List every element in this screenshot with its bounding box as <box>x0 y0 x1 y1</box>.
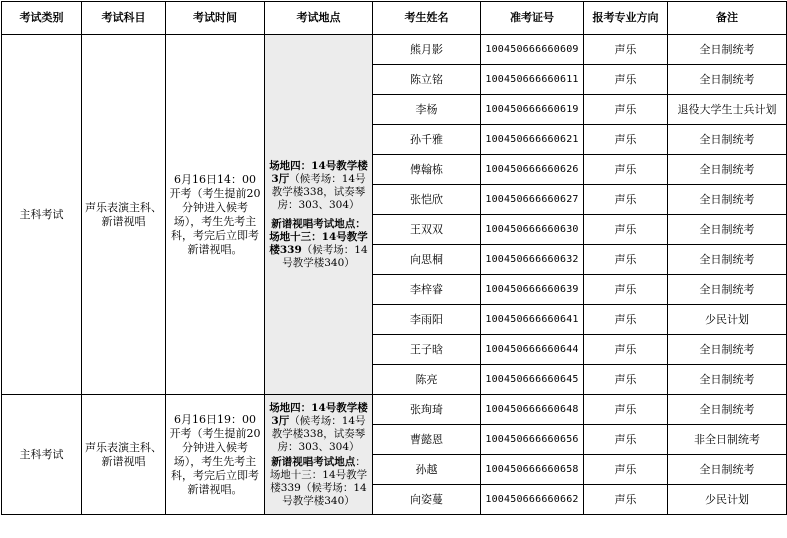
note: 全日制统考 <box>668 125 787 155</box>
student-name: 张恺欣 <box>373 185 481 215</box>
student-name: 孙千雅 <box>373 125 481 155</box>
student-name: 孙越 <box>373 455 481 485</box>
location-main-bold: 场地四：14号教学楼3厅 <box>269 159 368 185</box>
location-sight-bold: 新谱视唱考试地点：场地十三：14号教学楼339 <box>269 217 368 256</box>
exam-id: 100450666660627 <box>481 185 584 215</box>
student-name: 王双双 <box>373 215 481 245</box>
header-category: 考试类别 <box>2 2 82 35</box>
header-subject: 考试科目 <box>82 2 166 35</box>
header-name: 考生姓名 <box>373 2 481 35</box>
group-time: 6月16日14：00开考（考生提前20分钟进入候考场），考生先考主科，考完后立即考新谱视唱。 <box>166 35 265 395</box>
location-main-detail: （候考场：14号教学楼338，试奏琴房：303、304） <box>271 172 366 211</box>
major: 声乐 <box>584 425 668 455</box>
student-name: 熊月影 <box>373 35 481 65</box>
location-sight-bold: 新谱视唱考试地点 <box>271 455 356 468</box>
location-main-bold: 场地四：14号教学楼3厅 <box>269 401 368 427</box>
location-sight-detail: （候考场：14号教学楼340） <box>282 243 368 269</box>
exam-id: 100450666660621 <box>481 125 584 155</box>
student-name: 李梓睿 <box>373 275 481 305</box>
note: 全日制统考 <box>668 365 787 395</box>
exam-id: 100450666660648 <box>481 395 584 425</box>
major: 声乐 <box>584 335 668 365</box>
header-exam-id: 准考证号 <box>481 2 584 35</box>
note: 全日制统考 <box>668 335 787 365</box>
exam-id: 100450666660630 <box>481 215 584 245</box>
note: 全日制统考 <box>668 155 787 185</box>
location-sight-detail: ：场地十三：14号教学楼339（候考场：14号教学楼340） <box>269 455 368 507</box>
header-major: 报考专业方向 <box>584 2 668 35</box>
group-category: 主科考试 <box>2 35 82 395</box>
group-location <box>265 35 373 395</box>
note: 少民计划 <box>668 305 787 335</box>
exam-id: 100450666660639 <box>481 275 584 305</box>
note: 全日制统考 <box>668 65 787 95</box>
major: 声乐 <box>584 65 668 95</box>
student-name: 傅翰栋 <box>373 155 481 185</box>
student-name: 向姿蔓 <box>373 485 481 515</box>
group-subject: 声乐表演主科、新谱视唱 <box>82 395 166 515</box>
exam-id: 100450666660662 <box>481 485 584 515</box>
student-name: 王子晗 <box>373 335 481 365</box>
exam-id: 100450666660644 <box>481 335 584 365</box>
group-category: 主科考试 <box>2 395 82 515</box>
note: 全日制统考 <box>668 395 787 425</box>
group-subject: 声乐表演主科、新谱视唱 <box>82 35 166 395</box>
note: 少民计划 <box>668 485 787 515</box>
major: 声乐 <box>584 35 668 65</box>
student-name: 张珣琦 <box>373 395 481 425</box>
student-name: 陈立铭 <box>373 65 481 95</box>
header-row <box>2 2 787 35</box>
exam-id: 100450666660658 <box>481 455 584 485</box>
group-location <box>265 395 373 515</box>
student-name: 李杨 <box>373 95 481 125</box>
note: 全日制统考 <box>668 275 787 305</box>
exam-id: 100450666660626 <box>481 155 584 185</box>
major: 声乐 <box>584 125 668 155</box>
table-row <box>2 395 787 425</box>
note: 非全日制统考 <box>668 425 787 455</box>
exam-id: 100450666660645 <box>481 365 584 395</box>
major: 声乐 <box>584 95 668 125</box>
exam-id: 100450666660619 <box>481 95 584 125</box>
exam-id: 100450666660641 <box>481 305 584 335</box>
note: 全日制统考 <box>668 35 787 65</box>
header-note: 备注 <box>668 2 787 35</box>
exam-id: 100450666660609 <box>481 35 584 65</box>
major: 声乐 <box>584 155 668 185</box>
exam-schedule-table <box>1 1 787 515</box>
note: 全日制统考 <box>668 245 787 275</box>
major: 声乐 <box>584 185 668 215</box>
student-name: 陈亮 <box>373 365 481 395</box>
note: 全日制统考 <box>668 185 787 215</box>
header-time: 考试时间 <box>166 2 265 35</box>
major: 声乐 <box>584 215 668 245</box>
major: 声乐 <box>584 365 668 395</box>
major: 声乐 <box>584 275 668 305</box>
major: 声乐 <box>584 485 668 515</box>
header-location: 考试地点 <box>265 2 373 35</box>
note: 退役大学生士兵计划 <box>668 95 787 125</box>
exam-id: 100450666660632 <box>481 245 584 275</box>
location-main-detail: （候考场：14号教学楼338，试奏琴房：303、304） <box>271 414 366 453</box>
note: 全日制统考 <box>668 215 787 245</box>
student-name: 李雨阳 <box>373 305 481 335</box>
major: 声乐 <box>584 245 668 275</box>
table-row <box>2 35 787 65</box>
major: 声乐 <box>584 395 668 425</box>
student-name: 向思桐 <box>373 245 481 275</box>
major: 声乐 <box>584 455 668 485</box>
exam-id: 100450666660611 <box>481 65 584 95</box>
note: 全日制统考 <box>668 455 787 485</box>
major: 声乐 <box>584 305 668 335</box>
student-name: 曹懿恩 <box>373 425 481 455</box>
exam-id: 100450666660656 <box>481 425 584 455</box>
group-time: 6月16日19：00开考（考生提前20分钟进入候考场），考生先考主科，考完后立即考新谱视唱。 <box>166 395 265 515</box>
